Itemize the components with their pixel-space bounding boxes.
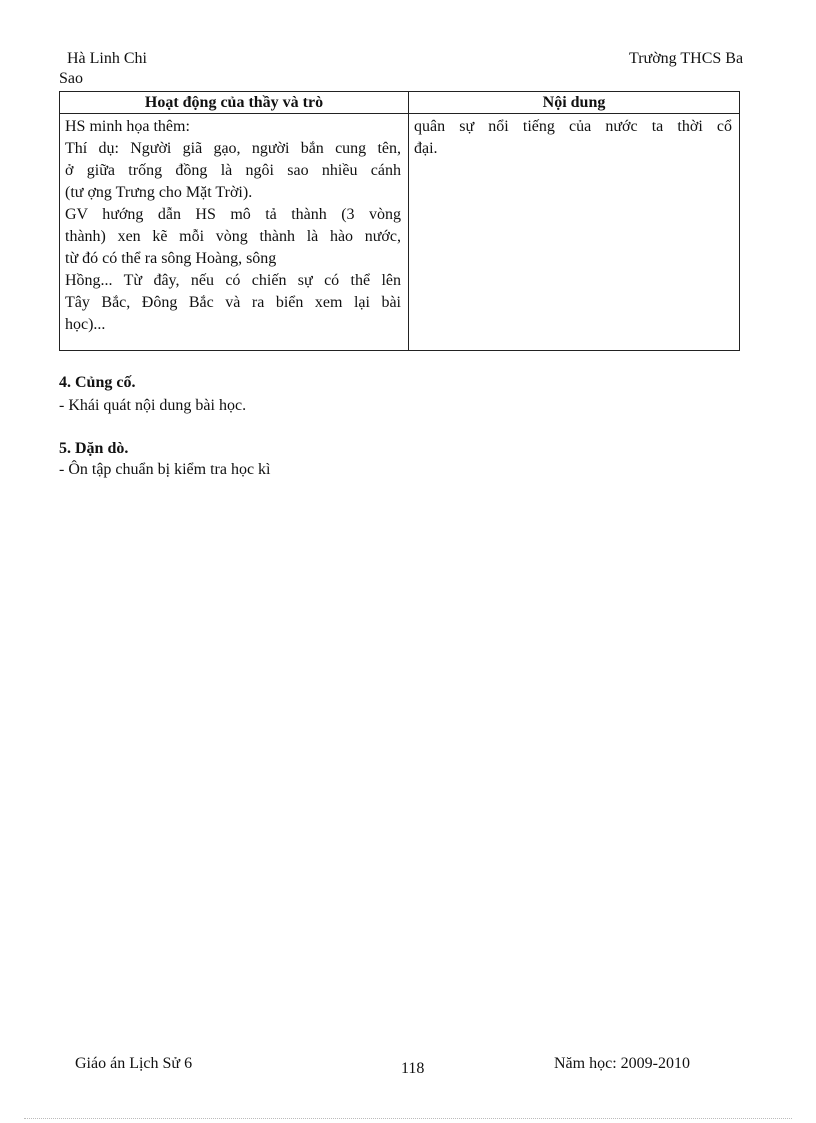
activities-line: GV hướng dẫn HS mô tả thành (3 vòng [65, 206, 401, 223]
header-school-wrap: Sao [59, 70, 83, 87]
column-header-content: Nội dung [409, 92, 740, 114]
table-row [60, 114, 740, 351]
activities-line: Tây Bắc, Đông Bắc và ra biển xem lại bài [65, 294, 401, 311]
column-header-activities: Hoạt động của thầy và trò [60, 92, 409, 114]
activities-line: Thí dụ: Người giã gạo, người bắn cung tên, [65, 140, 401, 157]
section-heading-consolidation: 4. Củng cố. [59, 374, 136, 391]
content-cell [409, 114, 740, 351]
page-bottom-divider [24, 1118, 792, 1119]
activities-line: HS minh họa thêm: [65, 118, 190, 135]
content-line: đại. [414, 140, 438, 157]
footer-subject: Giáo án Lịch Sử 6 [75, 1055, 193, 1072]
activities-line: thành) xen kẽ mỗi vòng thành là hào nước, [65, 228, 401, 245]
activities-line: học)... [65, 316, 106, 333]
lesson-table [59, 91, 740, 351]
section-body-consolidation: - Khái quát nội dung bài học. [59, 397, 247, 414]
section-heading-homework: 5. Dặn dò. [59, 440, 129, 457]
header-school: Trường THCS Ba [629, 50, 744, 67]
activities-line: ở giữa trống đồng là ngôi sao nhiều cánh [65, 162, 401, 179]
header-author: Hà Linh Chi [67, 50, 147, 67]
content-line: quân sự nổi tiếng của nước ta thời cổ [414, 118, 732, 135]
activities-line: Hồng... Từ đây, nếu có chiến sự có thể lên [65, 272, 401, 289]
page-number: 118 [401, 1060, 425, 1077]
section-body-homework: - Ôn tập chuẩn bị kiểm tra học kì [59, 461, 271, 478]
footer-school-year: Năm học: 2009-2010 [554, 1055, 690, 1072]
table-header-row [60, 92, 740, 114]
activities-line: từ đó có thể ra sông Hoàng, sông [65, 250, 277, 267]
activities-cell [60, 114, 409, 351]
activities-line: (tư ợng Trưng cho Mặt Trời). [65, 184, 253, 201]
